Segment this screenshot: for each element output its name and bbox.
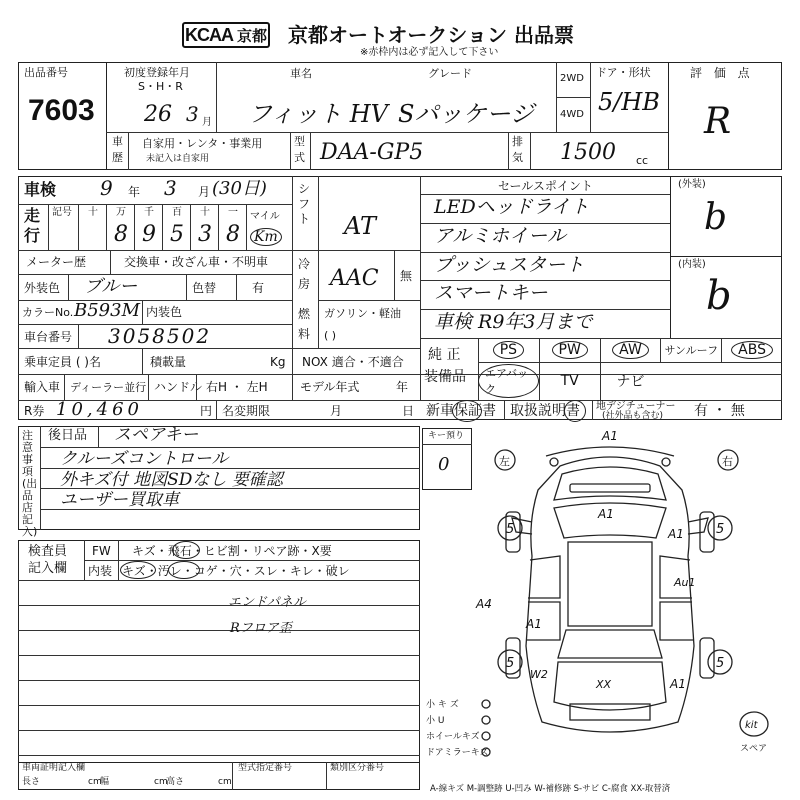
sales-point: 車検 R9年3月まで <box>434 311 593 334</box>
equipment-item[interactable] <box>539 362 600 400</box>
mileage-digit: 3 <box>198 222 212 247</box>
ext-color-value: ブルー <box>84 276 138 297</box>
capacity-passengers: 乗車定員 ( )名 <box>24 355 101 369</box>
recycle-unit: 円 <box>200 404 213 418</box>
import-label: 輸入車 <box>24 380 61 394</box>
inspector-int-label: 内装 <box>88 564 113 578</box>
equipment-item[interactable] <box>721 338 782 362</box>
mileage-digit: 5 <box>170 222 184 247</box>
import-dealer[interactable]: ディーラー並行 <box>70 381 147 394</box>
footer-type: 型式指定番号 <box>238 763 293 773</box>
diagram-label-rf-door: A1 <box>668 527 684 541</box>
int-color-label: 内装色 <box>146 305 183 319</box>
inspector-label-1: 検査員 <box>28 544 68 559</box>
recycle-value: 10,460 <box>56 399 143 420</box>
import-handle: ハンドル <box>154 380 203 394</box>
mileage-digit: 8 <box>114 222 128 247</box>
equipment-label: PS <box>493 341 524 359</box>
model-value: DAA-GP5 <box>320 140 424 165</box>
equipment-item[interactable] <box>600 338 661 362</box>
diagram-label-lf-door: A1 <box>526 617 542 631</box>
equipment-item[interactable] <box>478 362 539 400</box>
footer-unit-2: cm <box>154 777 168 787</box>
notes-list <box>40 426 420 530</box>
legend-item-4: ドアミラーキズ <box>426 748 489 758</box>
note-line: クルーズコントロール <box>60 448 229 469</box>
legend-item-3: ホイールキズ <box>426 732 480 742</box>
fuel-options[interactable]: ガソリン・軽油 <box>324 307 401 320</box>
interior-grade-value: b <box>706 273 732 319</box>
tuner-label: 地デジチューナー <box>596 401 676 412</box>
equipment-label-2: 装備品 <box>424 369 466 385</box>
inspection-day: (30日) <box>212 178 267 199</box>
inspector-fw-items[interactable]: キズ・飛石・ヒビ割・リペア跡・X要 <box>132 544 332 558</box>
equipment-label: ナビ <box>616 374 645 390</box>
legend-codes: A-線キズ M-調整跡 U-凹み W-補修跡 S-サビ C-腐食 XX-取替済 <box>430 784 671 794</box>
diagram-label-l-side: A4 <box>476 597 492 611</box>
tire-rr: 5 <box>716 656 725 671</box>
tire-lr: 5 <box>506 656 515 671</box>
equipment-item[interactable] <box>600 362 661 400</box>
equipment-label: ABS <box>731 341 773 359</box>
sales-point: プッシュスタート <box>434 253 585 276</box>
equipment-row-1 <box>478 338 782 362</box>
registration-month-unit: 月 <box>202 117 212 128</box>
key-value: 0 <box>438 454 450 475</box>
door-label: ドア・形状 <box>596 66 651 79</box>
form-note: ※赤枠内は必ず記入して下さい <box>360 47 499 58</box>
car-damage-diagram <box>420 426 800 766</box>
equipment-item[interactable] <box>660 338 721 362</box>
diagram-label-r-rear: A1 <box>670 677 686 691</box>
mileage-cell <box>162 204 190 250</box>
exterior-grade-value: b <box>704 197 728 238</box>
note-line: スペアキー <box>114 425 199 445</box>
equipment-label: AW <box>612 341 649 359</box>
car-name-value: フィット HV <box>248 100 388 128</box>
import-year-unit: 年 <box>396 380 409 394</box>
history-options[interactable]: 自家用・レンタ・事業用 <box>142 137 263 150</box>
mileage-cell <box>106 204 134 250</box>
inspection-label: 車検 <box>24 180 57 199</box>
model-label-1: 型 <box>294 135 305 148</box>
ext-color-tone-value[interactable]: 有 <box>252 281 265 295</box>
history-note: 未記入は自家用 <box>146 154 210 164</box>
note-line: 後日品 <box>48 428 88 443</box>
legend-item-1: 小 キ ズ <box>426 700 459 710</box>
form-title: 京都オートオークション 出品票 <box>288 23 574 47</box>
mileage-unit-label: 一 <box>228 207 238 218</box>
sales-point: スマートキー <box>434 282 548 305</box>
equipment-label-1: 純 正 <box>428 347 461 363</box>
footer-label: 車両証明記入欄 <box>22 763 86 773</box>
shift-label: シフト <box>298 182 311 226</box>
ext-color-label: 外装色 <box>24 281 61 295</box>
mileage-unit-label: 十 <box>200 207 210 218</box>
fuel-label-1: 燃 <box>298 307 311 321</box>
import-side[interactable]: 右H ・ 左H <box>206 380 268 394</box>
tire-lf: 5 <box>506 522 515 537</box>
inspector-comment-1: エンドパネル <box>228 595 306 610</box>
tire-rf: 5 <box>716 522 725 537</box>
capacity-load: 積載量 <box>150 355 187 369</box>
exterior-grade-label: (外装) <box>678 179 706 190</box>
footer-class: 類別区分番号 <box>330 763 385 773</box>
model-label-2: 式 <box>294 151 305 164</box>
sales-points-list <box>420 194 670 338</box>
import-model-year: モデル年式 <box>300 380 360 394</box>
registration-label: 初度登録年月 <box>124 66 190 79</box>
diagram-label-front: A1 <box>602 429 618 443</box>
diagram-label-hood: A1 <box>598 507 614 521</box>
recycle-day: 日 <box>402 404 415 418</box>
mileage-digit: 9 <box>142 222 156 247</box>
equipment-label: サンルーフ <box>664 344 719 357</box>
displacement-unit: cc <box>636 154 649 167</box>
displacement-value: 1500 <box>560 140 616 165</box>
drive-2wd[interactable]: 2WD <box>560 73 584 84</box>
equipment-label: PW <box>552 341 588 359</box>
manual-doc[interactable]: 取扱説明書 <box>510 403 580 419</box>
equipment-label: TV <box>560 373 579 389</box>
grade-label: グレード <box>428 67 472 80</box>
equipment-item[interactable] <box>478 338 539 362</box>
color-no-value: B593M <box>74 300 141 321</box>
spare-label: スペア <box>740 744 768 754</box>
fuel-label-2: 料 <box>298 327 311 341</box>
inspector-label-2: 記入欄 <box>28 561 68 576</box>
lot-number: 7603 <box>28 94 95 127</box>
mileage-unit-label: 万 <box>116 207 126 218</box>
ac-none[interactable]: 無 <box>400 269 413 283</box>
door-value: 5/HB <box>598 88 660 116</box>
capacity-nox[interactable]: NOX 適合・不適合 <box>302 355 404 369</box>
sales-point: LEDヘッドライト <box>434 196 590 218</box>
mileage-cell <box>134 204 162 250</box>
equipment-item[interactable] <box>539 338 600 362</box>
meter-options[interactable]: 交換車・改ざん車・不明車 <box>124 255 269 269</box>
lot-label: 出品番号 <box>24 66 68 79</box>
inspection-month: 3 <box>164 176 177 200</box>
history-label-2: 歴 <box>112 151 123 164</box>
footer-width: 幅 <box>100 777 110 787</box>
mileage-unit-label: 百 <box>172 207 182 218</box>
inspector-comment-2: Rフロア歪 <box>230 621 292 636</box>
drive-4wd[interactable]: 4WD <box>560 109 584 120</box>
grade-value: Sパッケージ <box>398 100 534 128</box>
chassis-value: 3058502 <box>108 324 212 348</box>
interior-grade-label: (内装) <box>678 259 706 270</box>
tuner-options[interactable]: 有 ・ 無 <box>694 403 745 419</box>
chassis-label: 車台番号 <box>24 330 73 344</box>
displacement-label-2: 気 <box>512 151 523 164</box>
equipment-label: エアバック <box>478 364 539 398</box>
mileage-label-2: 行 <box>24 226 41 245</box>
mileage-unit-label: 千 <box>144 207 154 218</box>
ac-label-1: 冷 <box>298 257 311 271</box>
mileage-unit-label: 十 <box>88 207 98 218</box>
mileage-cells <box>78 204 246 250</box>
tuner-note: (社外品も含む) <box>602 411 664 421</box>
footer-unit-3: cm <box>218 777 232 787</box>
registration-year: 26 <box>144 102 172 127</box>
mileage-unit-label: マイル <box>250 211 280 222</box>
displacement-label-1: 排 <box>512 135 523 148</box>
mileage-kigo: 記号 <box>52 207 72 218</box>
mileage-cell <box>218 204 246 250</box>
footer-height: 高さ <box>166 777 185 787</box>
sales-point: アルミホイール <box>434 224 566 247</box>
warranty-doc[interactable]: 新車保証書 <box>426 403 496 419</box>
score-label: 評 価 点 <box>690 66 754 80</box>
diagram-right: 右 <box>722 455 733 468</box>
mileage-label-1: 走 <box>24 206 41 225</box>
key-label: キー預り <box>428 431 465 441</box>
registration-month: 3 <box>186 102 199 126</box>
meter-label: メーター歴 <box>26 255 87 269</box>
logo <box>182 22 270 48</box>
score-value: R <box>704 101 732 142</box>
recycle-month: 月 <box>330 404 343 418</box>
note-line: ユーザー買取車 <box>60 490 179 511</box>
logo-city: 京都 <box>236 26 267 45</box>
history-label-1: 車 <box>112 135 123 148</box>
notes-side-label: 注意事項(出品店記入) <box>22 429 38 538</box>
legend-item-2: 小 U <box>426 716 445 726</box>
spare-kit: kit <box>745 720 758 731</box>
mileage-cell <box>190 204 218 250</box>
mileage-unit-value: Km <box>254 229 278 245</box>
inspection-year-unit: 年 <box>128 185 141 199</box>
note-line: 外キズ付 地図SDなし 要確認 <box>60 469 283 490</box>
mileage-cell <box>78 204 106 250</box>
diagram-label-rear: XX <box>596 678 612 691</box>
recycle-reg-label: 名変期限 <box>222 404 271 418</box>
ext-color-tone-label: 色替 <box>192 281 217 295</box>
inspector-fw-label: FW <box>92 544 111 558</box>
diagram-left: 左 <box>499 455 510 468</box>
capacity-load-unit: Kg <box>270 355 286 369</box>
mileage-digit: 8 <box>226 222 240 247</box>
car-name-label: 車名 <box>290 67 312 80</box>
recycle-label: R券 <box>24 404 45 418</box>
fuel-other: ( ) <box>324 329 337 342</box>
equipment-row-2 <box>478 362 782 400</box>
inspection-month-unit: 月 <box>198 185 211 199</box>
footer-length: 長さ <box>22 777 41 787</box>
inspector-int-items[interactable]: キズ・汚レ・コゲ・穴・スレ・キレ・破レ <box>122 564 350 578</box>
footer-unit-1: cm <box>88 777 102 787</box>
logo-text: KCAA <box>184 24 233 45</box>
registration-era: S・H・R <box>138 80 183 93</box>
ac-value: AAC <box>330 266 379 291</box>
color-no-label: カラーNo. <box>22 306 74 319</box>
ac-label-2: 房 <box>298 277 311 291</box>
diagram-label-r-rear-door: Au1 <box>674 576 696 589</box>
diagram-label-w2: W2 <box>530 668 548 681</box>
sales-points-label: セールスポイント <box>498 179 593 193</box>
shift-value: AT <box>344 212 377 240</box>
inspection-year: 9 <box>100 176 113 200</box>
